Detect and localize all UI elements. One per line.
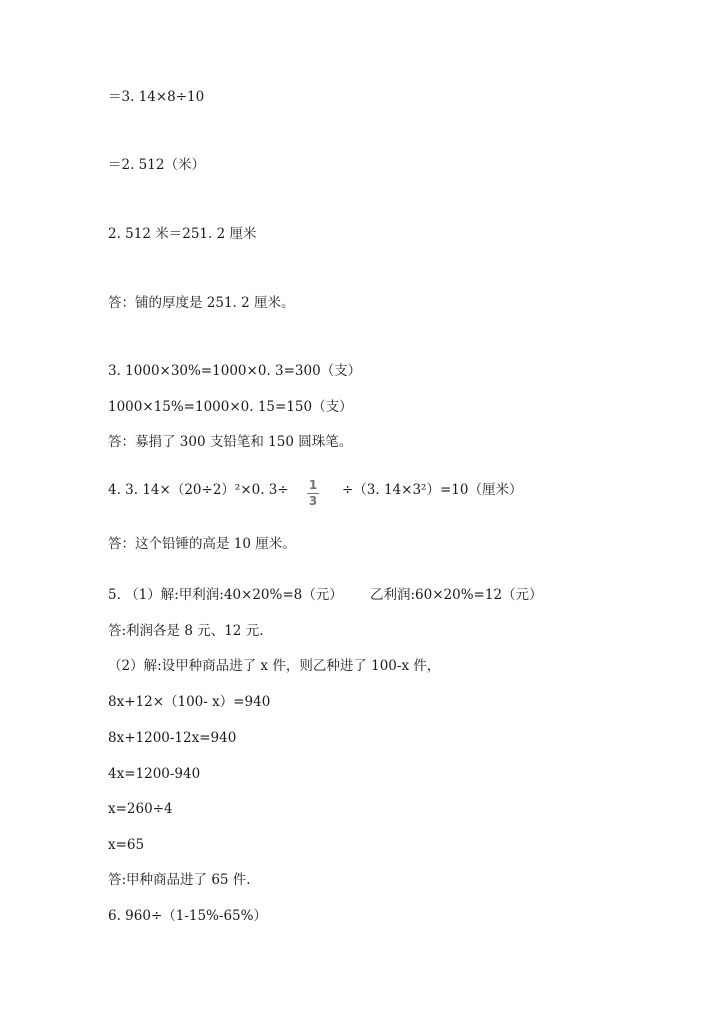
q5-profit-b: 乙利润:60×20%=12（元） xyxy=(370,587,543,603)
fraction-denominator: 3 xyxy=(308,494,318,508)
q3-line-1: 3. 1000×30%=1000×0. 3=300（支） xyxy=(108,363,362,379)
equation-line-4: x=260÷4 xyxy=(108,801,173,817)
q5-part2-setup: （2）解:设甲种商品进了 x 件，则乙种进了 100-x 件， xyxy=(108,658,441,674)
equation-line-3: 4x=1200-940 xyxy=(108,766,201,782)
answer-line-q3: 答：募捐了 300 支铅笔和 150 圆珠笔。 xyxy=(108,434,353,450)
equation-line-1: 8x+12×（100- x）=940 xyxy=(108,694,271,710)
calc-line-2: ＝2. 512（米） xyxy=(108,157,205,173)
equation-line-5: x=65 xyxy=(108,837,145,853)
equation-line-2: 8x+1200-12x=940 xyxy=(108,730,237,746)
q6-line-1: 6. 960÷（1-15%-65%） xyxy=(108,908,267,924)
q4-before-fraction: 4. 3. 14×（20÷2）²×0. 3÷ xyxy=(108,482,289,498)
calc-line-1: ＝3. 14×8÷10 xyxy=(108,89,205,105)
answer-line-q4: 答：这个铅锤的高是 10 厘米。 xyxy=(108,536,296,552)
q3-line-2: 1000×15%=1000×0. 15=150（支） xyxy=(108,399,353,415)
answer-line-q5-part1: 答:利润各是 8 元、12 元. xyxy=(108,623,264,639)
answer-line-q2: 答：铺的厚度是 251. 2 厘米。 xyxy=(108,295,295,311)
q5-profit-a: 5. （1）解:甲利润:40×20%=8（元） xyxy=(108,587,343,603)
unit-conversion-line: 2. 512 米＝251. 2 厘米 xyxy=(108,226,257,242)
answer-line-q5-part2: 答:甲种商品进了 65 件. xyxy=(108,872,251,888)
fraction-numerator: 1 xyxy=(308,478,318,492)
q4-after-fraction: ÷（3. 14×3²）=10（厘米） xyxy=(342,482,523,498)
